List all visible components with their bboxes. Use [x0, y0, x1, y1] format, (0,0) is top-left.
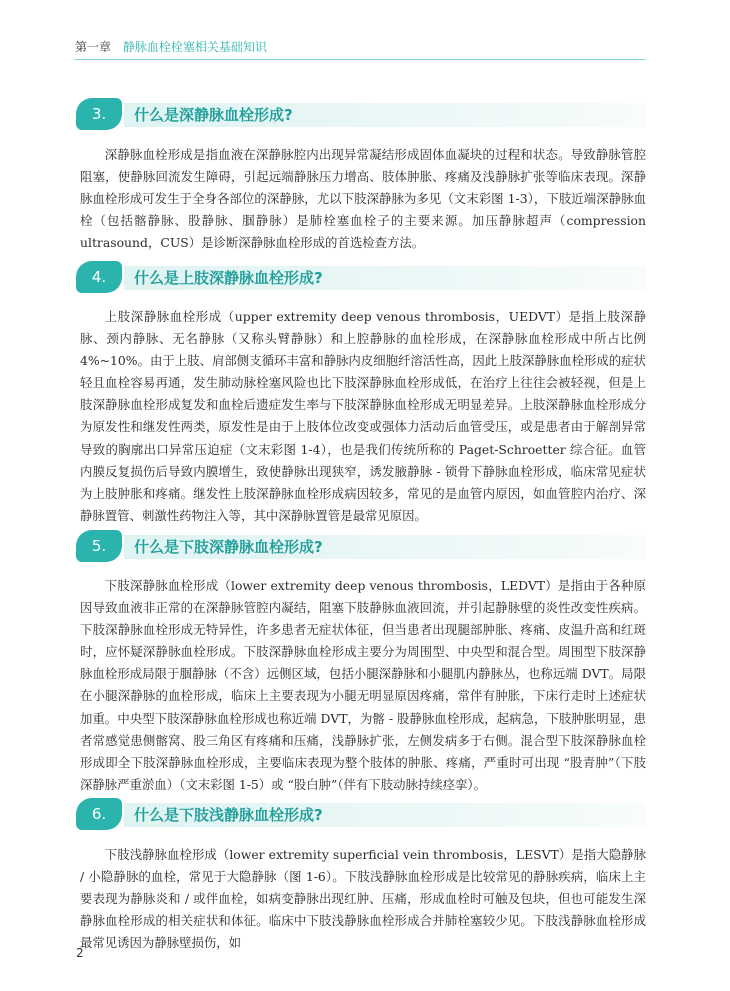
- section-number-badge: 5.: [76, 530, 122, 562]
- section-title: 什么是上肢深静脉血栓形成?: [134, 269, 323, 287]
- section-number-badge: 4.: [76, 261, 122, 293]
- section-number-badge: 6.: [76, 798, 122, 830]
- header-divider: [75, 59, 645, 60]
- section-title: 什么是下肢浅静脉血栓形成?: [134, 806, 323, 824]
- running-header: [75, 40, 645, 54]
- section-title: 什么是下肢深静脉血栓形成?: [134, 538, 323, 556]
- page-number: 2: [76, 946, 84, 960]
- section-heading-3: [76, 98, 646, 130]
- section-heading-6: [76, 798, 646, 830]
- section-body-5: 下肢深静脉血栓形成（lower extremity deep venous thrombosis，LEDVT）是指由于各种原因导致血液非正常的在深静脉管腔内凝结，阻塞下肢静脉血液回流，并引起静脉壁的炎性改变性疾病。下肢深静脉血栓形成无特异性，许多患者无症状体征，但当患者出现腿部肿胀、疼痛、皮温升高和红斑时，应怀疑深静脉血栓形成。下肢深静脉血栓形成主要分为周围型、中央型和混合型。周围型下肢深静脉血栓形成局限于腘静脉（不含）远侧区域，包括小腿深静脉和小腿肌内静脉丛，也称远端 DVT。局限在小腿深静脉的血栓形成，临床上主要表现为小腿无明显原因疼痛，常伴有肿胀，下床行走时上述症状加重。中央型下肢深静脉血栓形成也称近端 DVT，为髂 - 股静脉血栓形成，起病急，下肢肿胀明显，患者常感觉患侧髂窝、股三角区有疼痛和压痛，浅静脉扩张，左侧发病多于右侧。混合型下肢深静脉血栓形成即全下肢深静脉血栓形成，主要临床表现为整个肢体的肿胀、疼痛，严重时可出现 “股青肿”（下肢深静脉严重淤血）（文末彩图 1-5）或 “股白肿”（伴有下肢动脉持续痉挛）。: [80, 578, 646, 792]
- section-heading-4: [76, 261, 646, 293]
- section-body-4: 上肢深静脉血栓形成（upper extremity deep venous thrombosis，UEDVT）是指上肢深静脉、颈内静脉、无名静脉（又称头臂静脉）和上腔静脉的血栓形成，在深静脉血栓形成中所占比例 4%~10%。由于上肢、肩部侧支循环丰富和静脉内皮细胞纤溶活性高，因此上肢深静脉血栓形成的症状轻且血栓容易再通，发生肺动脉栓塞风险也比下肢深静脉血栓形成低，在治疗上往往会被轻视，但是上肢深静脉血栓形成复发和血栓后遗症发生率与下肢深静脉血栓形成无明显差异。上肢深静脉血栓形成分为原发性和继发性两类，原发性是由于上肢体位改变或强体力活动后血管受压，或是患者由于解剖异常导致的胸廓出口异常压迫症（文末彩图 1-4），也是我们传统所称的 Paget-Schroetter 综合征。血管内膜反复损伤后导致内膜增生，致使静脉出现狭窄，诱发腋静脉 - 锁骨下静脉血栓形成，临床常见症状为上肢肿胀和疼痛。继发性上肢深静脉血栓形成病因较多，常见的是血管内原因，如血管腔内治疗、深静脉置管、刺激性药物注入等，其中深静脉置管是最常见原因。: [80, 309, 646, 523]
- section-body-6: 下肢浅静脉血栓形成（lower extremity superficial vein thrombosis，LESVT）是指大隐静脉 / 小隐静脉的血栓，常见于大隐静脉（图 1-6）。下肢浅静脉血栓形成是比较常见的静脉疾病，临床上主要表现为静脉炎和 / 或伴血栓，如病变静脉出现红肿、压痛，形成血栓时可触及包块，但也可能发生深静脉血栓形成的相关症状和体征。临床中下肢浅静脉血栓形成合并肺栓塞较少见。下肢浅静脉血栓形成最常见诱因为静脉壁损伤，如: [80, 847, 646, 951]
- section-heading-5: [76, 530, 646, 562]
- section-title: 什么是深静脉血栓形成?: [134, 106, 293, 124]
- chapter-label: 第一章: [75, 40, 112, 54]
- section-body-3: 深静脉血栓形成是指血液在深静脉腔内出现异常凝结形成固体血凝块的过程和状态。导致静脉管腔阻塞，使静脉回流发生障碍，引起远端静脉压力增高、肢体肿胀、疼痛及浅静脉扩张等临床表现。深静脉血栓形成可发生于全身各部位的深静脉，尤以下肢深静脉为多见（文末彩图 1-3），下肢近端深静脉血栓（包括髂静脉、股静脉、腘静脉）是肺栓塞血栓子的主要来源。加压静脉超声（compression ultrasound，CUS）是诊断深静脉血栓形成的首选检查方法。: [80, 147, 646, 251]
- section-number-badge: 3.: [76, 98, 122, 130]
- chapter-title: 静脉血栓栓塞相关基础知识: [122, 40, 267, 54]
